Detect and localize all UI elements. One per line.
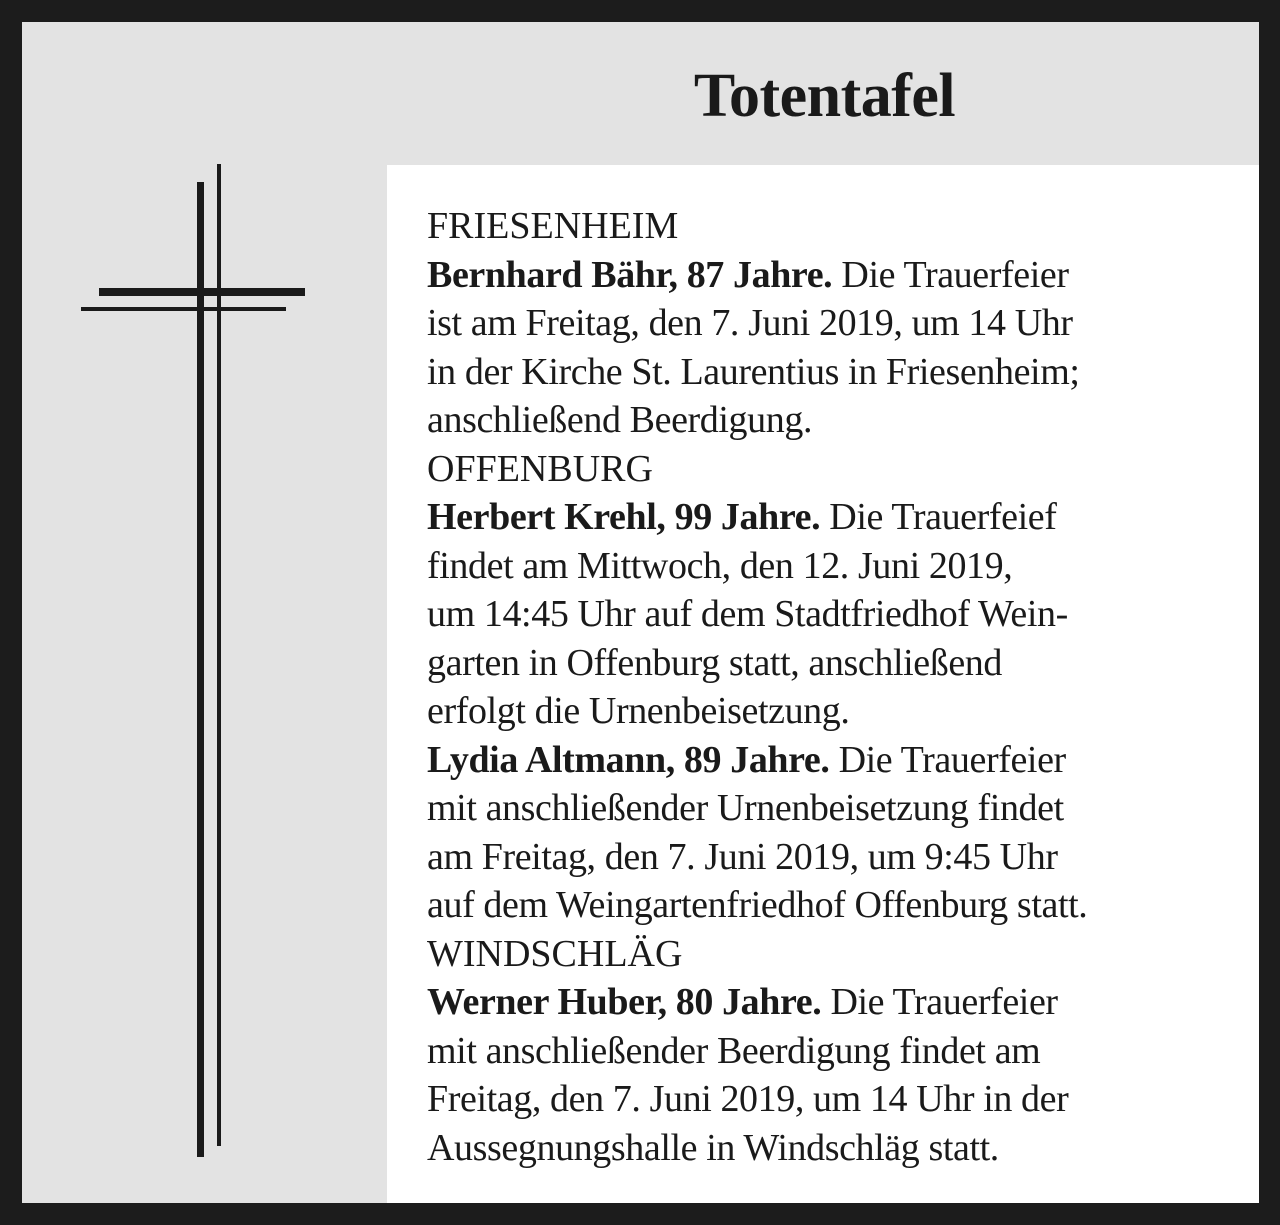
cross-icon [75,162,315,1162]
entry-text-line: auf dem Weingartenfriedhof Offenburg statt. [427,884,1088,926]
entry-text-line: mit anschließender Beerdigung findet am [427,1029,1041,1072]
entry-text-line: um 14:45 Uhr auf dem Stadtfriedhof Wein- [427,593,1068,635]
cross-horizontal-bar-bottom [81,307,286,311]
deceased-name: Lydia Altmann, 89 Jahre. [427,738,830,781]
entry-text-line: findet am Mittwoch, den 12. Juni 2019, [427,544,1013,587]
entry-text: Die Trauerfeief [820,496,1057,538]
cross-vertical-bar-left [197,182,204,1157]
obituary-entry-header [427,493,1227,542]
entry-text-line: erfolgt die Urnenbeisetzung. [427,690,850,732]
deceased-name: Herbert Krehl, 99 Jahre. [427,496,821,538]
entry-text: Die Trauerfeier [829,738,1066,781]
obituary-list [427,202,1227,1172]
obituary-entry-header [427,978,1227,1027]
entry-text-line: Aussegnungshalle in Windschläg statt. [427,1126,999,1169]
entry-text: Die Trauerfeier [821,981,1058,1023]
entry-text-line: mit anschließender Urnenbeisetzung findet [427,787,1064,829]
place-heading: FRIESENHEIM [427,205,679,247]
deceased-name: Werner Huber, 80 Jahre. [427,981,822,1023]
place-heading: OFFENBURG [427,447,653,490]
entry-text: Die Trauerfeier [832,253,1069,296]
entry-text-line: garten in Offenburg statt, anschließend [427,641,1002,684]
entry-text-line: Freitag, den 7. Juni 2019, um 14 Uhr in der [427,1078,1069,1120]
page-title: Totentafel [693,62,956,130]
entry-text-line: am Freitag, den 7. Juni 2019, um 9:45 Uhr [427,835,1058,878]
deceased-name: Bernhard Bähr, 87 Jahre. [427,253,833,296]
obituary-entry-header [427,251,1227,300]
entry-text-line: in der Kirche St. Laurentius in Friesenheim; [427,350,1080,393]
entry-text-line: ist am Freitag, den 7. Juni 2019, um 14 Uhr [427,302,1073,344]
cross-horizontal-bar-top [99,288,305,296]
cross-vertical-bar-right [217,164,221,1146]
place-heading: WINDSCHLÄG [427,932,683,975]
entry-text-line: anschließend Beerdigung. [427,399,813,441]
obituary-entry-header [427,736,1227,785]
